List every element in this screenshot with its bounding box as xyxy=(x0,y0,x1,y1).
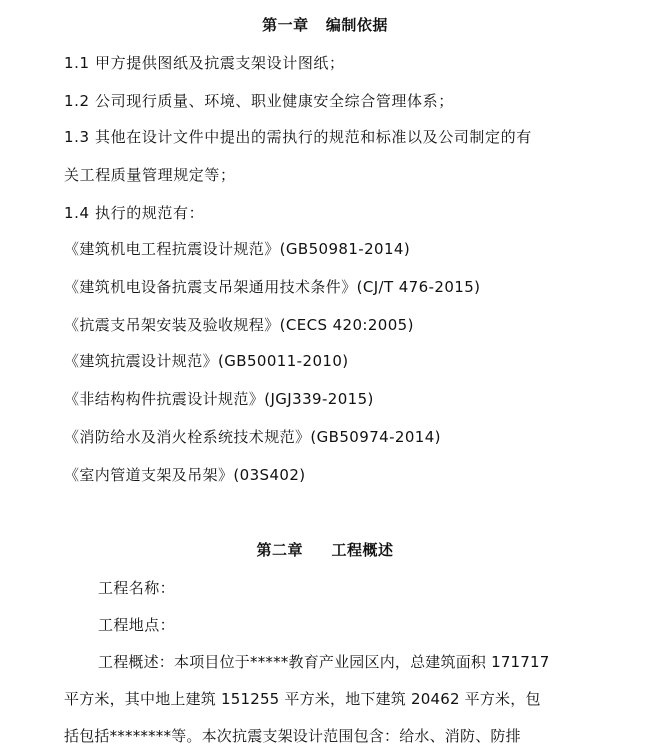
basis-item-3: 1.3 其他在设计文件中提出的需执行的规范和标准以及公司制定的有 xyxy=(64,128,532,146)
standard-item: 《建筑抗震设计规范》(GB50011-2010) xyxy=(64,352,349,370)
overview-line-3: 括包括********等。本次抗震支架设计范围包含：给水、消防、防排 xyxy=(64,727,521,745)
standard-item: 《非结构构件抗震设计规范》(JGJ339-2015) xyxy=(64,390,374,408)
basis-item-1: 1.1 甲方提供图纸及抗震支架设计图纸； xyxy=(64,54,345,72)
standard-item: 《建筑机电工程抗震设计规范》(GB50981-2014) xyxy=(64,240,411,258)
basis-item-3-continued: 关工程质量管理规定等； xyxy=(64,166,236,184)
project-name-label: 工程名称： xyxy=(98,579,176,597)
standard-item: 《抗震支吊架安装及验收规程》(CECS 420:2005) xyxy=(64,316,414,334)
basis-item-2: 1.2 公司现行质量、环境、职业健康安全综合管理体系； xyxy=(64,92,454,110)
chapter-2-title: 第二章 工程概述 xyxy=(256,541,394,559)
chapter-1-title: 第一章 编制依据 xyxy=(262,16,388,34)
project-location-label: 工程地点： xyxy=(98,616,176,634)
overview-line-1: 工程概述：本项目位于*****教育产业园区内，总建筑面积 171717 xyxy=(98,653,550,671)
standard-item: 《消防给水及消火栓系统技术规范》(GB50974-2014) xyxy=(64,428,441,446)
overview-line-2: 平方米，其中地上建筑 151255 平方米，地下建筑 20462 平方米，包 xyxy=(64,690,541,708)
standard-item: 《室内管道支架及吊架》(03S402) xyxy=(64,466,306,484)
standard-item: 《建筑机电设备抗震支吊架通用技术条件》(CJ/T 476-2015) xyxy=(64,278,481,296)
basis-item-4: 1.4 执行的规范有： xyxy=(64,204,205,222)
